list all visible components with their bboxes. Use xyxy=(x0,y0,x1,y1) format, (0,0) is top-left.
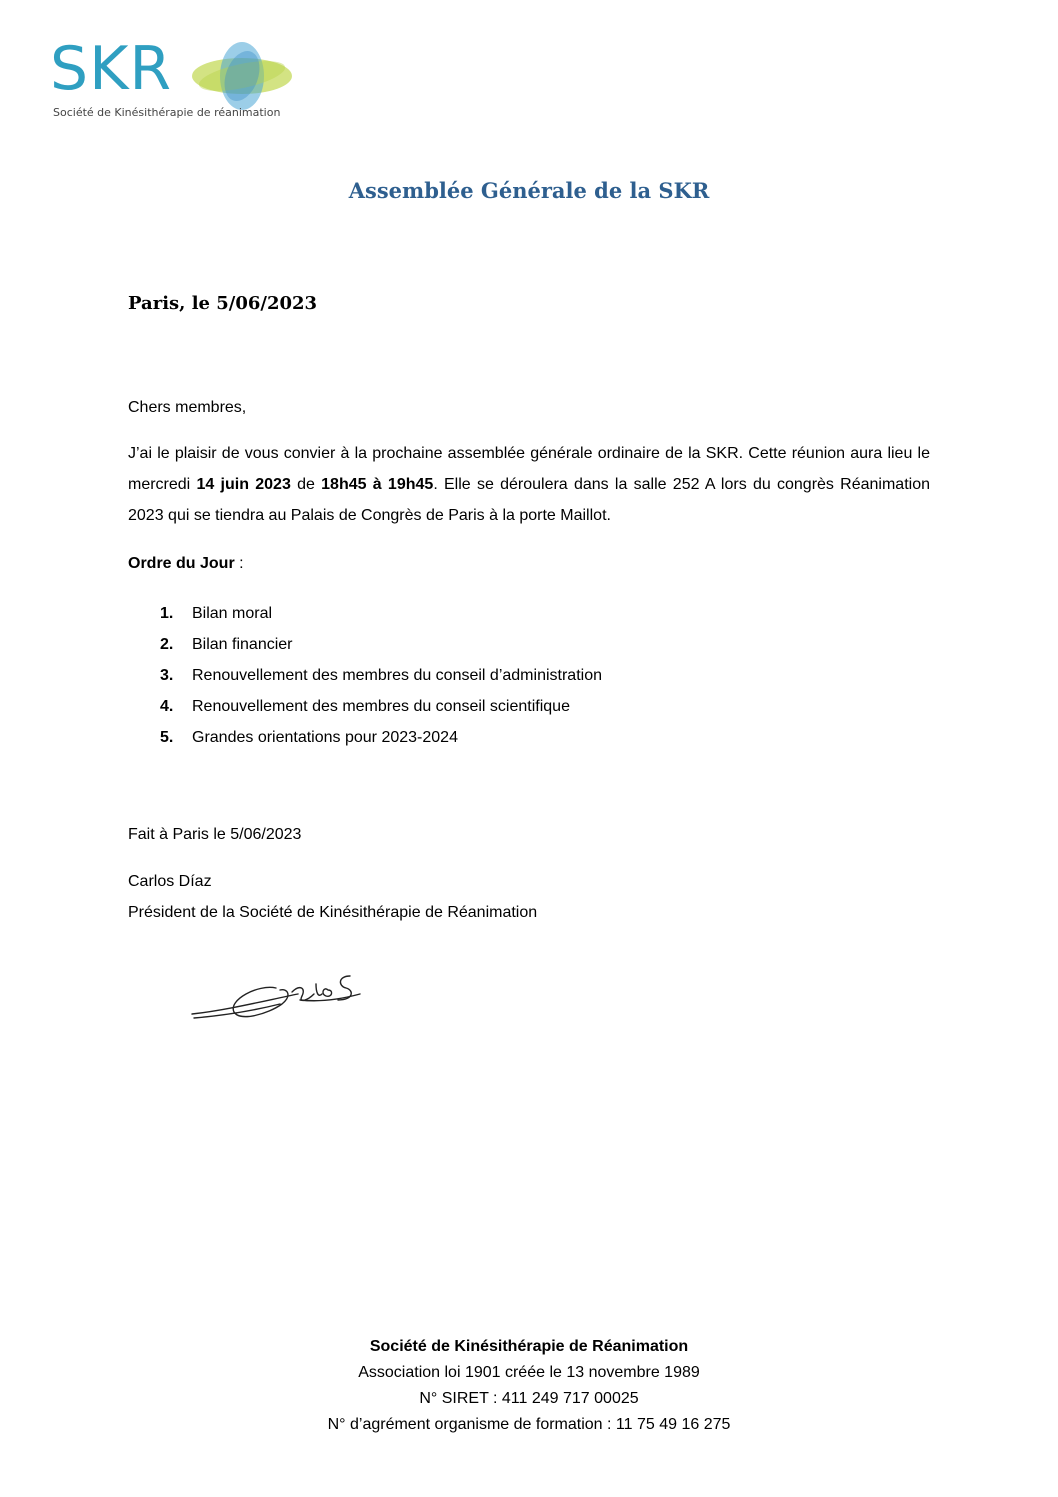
agenda-label-suffix: : xyxy=(234,555,244,572)
agenda-heading xyxy=(128,548,244,579)
signer-name: Carlos Díaz xyxy=(128,873,212,890)
signed-line: Fait à Paris le 5/06/2023 xyxy=(128,826,302,843)
greeting: Chers membres, xyxy=(128,399,247,416)
list-item-text: Bilan moral xyxy=(192,605,273,622)
meeting-time: 18h45 à 19h45 xyxy=(321,476,434,493)
list-item-text: Renouvellement des membres du conseil scientifique xyxy=(192,698,570,715)
list-item xyxy=(160,629,602,660)
page-title: Assemblée Générale de la SKR xyxy=(348,178,710,203)
footer-association-line: Association loi 1901 créée le 13 novembre 1989 xyxy=(358,1364,700,1381)
footer-siret-line: N° SIRET : 411 249 717 00025 xyxy=(419,1390,639,1407)
list-item xyxy=(160,722,602,753)
paragraph-part-1: J’ai le plaisir de vous convier à la prochaine assemblée générale ordinaire de la SKR. Cette réunion aura lieu le mercredi xyxy=(128,445,930,493)
handwritten-signature xyxy=(188,970,368,1026)
signer-role: Président de la Société de Kinésithérapie de Réanimation xyxy=(128,904,538,921)
logo-letters: SKR xyxy=(50,34,173,104)
list-item-number: 3. xyxy=(160,667,174,684)
logo-subtitle: Société de Kinésithérapie de réanimation xyxy=(53,106,281,119)
list-item xyxy=(160,691,602,722)
logo-flower-icon xyxy=(190,40,310,112)
agenda-label: Ordre du Jour xyxy=(128,555,235,572)
paragraph-part-3: . Elle se déroulera dans la salle 252 A lors du congrès Réanimation 2023 qui se tiendra au Palais de Congrès de Paris à la porte Maillot. xyxy=(128,476,931,524)
paragraph-part-2: de xyxy=(290,476,322,493)
list-item xyxy=(160,598,602,629)
list-item-number: 1. xyxy=(160,605,174,622)
agenda-list xyxy=(160,598,602,753)
meeting-date: 14 juin 2023 xyxy=(196,476,291,493)
skr-logo xyxy=(50,34,290,125)
footer-agrement-line: N° d’agrément organisme de formation : 11 75 49 16 275 xyxy=(327,1416,731,1433)
list-item-number: 5. xyxy=(160,729,174,746)
letter-date: Paris, le 5/06/2023 xyxy=(128,293,318,314)
page-footer xyxy=(0,1334,1058,1438)
footer-org-name: Société de Kinésithérapie de Réanimation xyxy=(369,1338,689,1355)
invitation-paragraph xyxy=(128,438,930,531)
list-item-text: Bilan financier xyxy=(192,636,293,653)
list-item xyxy=(160,660,602,691)
list-item-number: 2. xyxy=(160,636,174,653)
list-item-text: Renouvellement des membres du conseil d’administration xyxy=(192,667,602,684)
list-item-text: Grandes orientations pour 2023-2024 xyxy=(192,729,458,746)
list-item-number: 4. xyxy=(160,698,174,715)
